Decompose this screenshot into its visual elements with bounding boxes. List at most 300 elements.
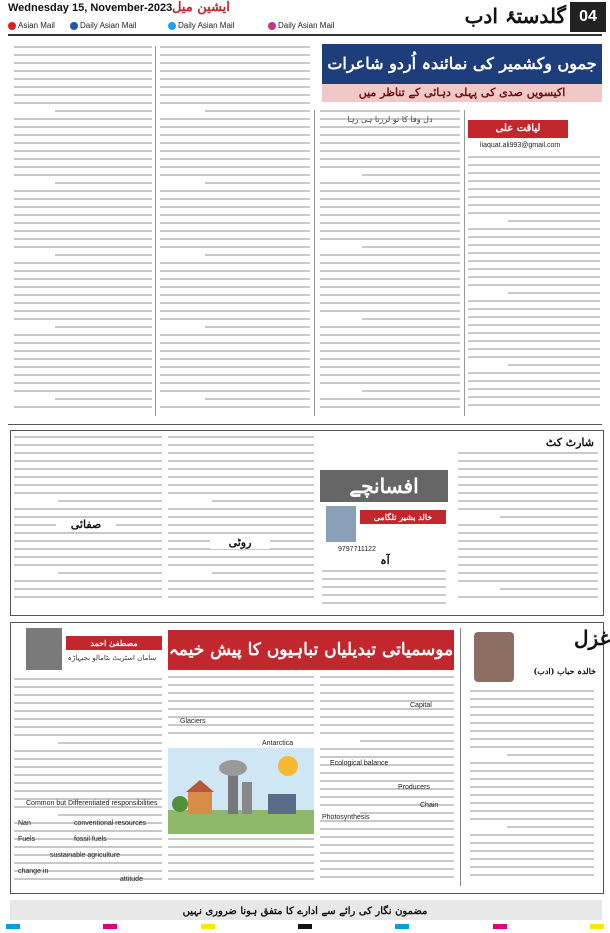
text-line xyxy=(14,54,152,56)
article1-poem-line: دل وفا کا تو لرزتا ہی رہا xyxy=(347,115,433,124)
text-line xyxy=(14,588,162,590)
article3-column-2-top xyxy=(168,676,314,742)
text-line xyxy=(14,118,152,120)
english-term: Nan xyxy=(18,820,31,827)
text-line xyxy=(58,572,162,574)
text-line xyxy=(160,342,310,344)
article1-column-4 xyxy=(468,156,600,416)
text-line xyxy=(168,596,314,598)
climate-illustration xyxy=(168,748,314,834)
text-line xyxy=(55,326,152,328)
text-line xyxy=(58,742,162,744)
article1-author: لیاقت علی xyxy=(468,120,568,138)
text-line xyxy=(14,286,152,288)
text-lines xyxy=(320,110,460,414)
text-line xyxy=(14,452,162,454)
magenta-swatch xyxy=(493,924,507,929)
text-line xyxy=(168,508,314,510)
text-line xyxy=(160,102,310,104)
text-line xyxy=(470,706,594,708)
text-lines xyxy=(14,46,152,414)
text-line xyxy=(500,588,598,590)
text-line xyxy=(14,334,152,336)
text-line xyxy=(320,406,460,408)
text-line xyxy=(205,110,310,112)
article1-subheadline: اکیسویں صدی کی پہلی دہائی کے تناظر میں xyxy=(322,84,602,102)
text-line xyxy=(458,500,598,502)
text-line xyxy=(14,702,162,704)
text-line xyxy=(468,372,600,374)
text-line xyxy=(160,190,310,192)
text-line xyxy=(320,166,460,168)
text-line xyxy=(468,252,600,254)
text-line xyxy=(320,262,460,264)
text-line xyxy=(458,452,598,454)
text-line xyxy=(160,390,310,392)
text-line xyxy=(322,602,446,604)
text-line xyxy=(458,580,598,582)
text-line xyxy=(470,786,594,788)
text-line xyxy=(468,396,600,398)
text-line xyxy=(160,406,310,408)
text-line xyxy=(160,350,310,352)
text-line xyxy=(362,174,460,176)
text-lines xyxy=(160,46,310,414)
text-line xyxy=(320,126,460,128)
text-lines xyxy=(322,570,446,610)
text-line xyxy=(160,374,310,376)
english-term: sustainable agriculture xyxy=(50,852,121,859)
author-photo xyxy=(26,628,62,670)
english-term: Producers xyxy=(398,784,430,791)
article2-column-3 xyxy=(322,570,446,610)
text-line xyxy=(14,492,162,494)
text-line xyxy=(458,548,598,550)
text-line xyxy=(322,586,446,588)
text-line xyxy=(160,206,310,208)
text-line xyxy=(160,238,310,240)
text-line xyxy=(14,278,152,280)
text-line xyxy=(168,700,314,702)
text-line xyxy=(507,826,594,828)
text-line xyxy=(160,366,310,368)
text-line xyxy=(468,284,600,286)
text-line xyxy=(320,756,454,758)
text-line xyxy=(470,810,594,812)
text-line xyxy=(320,382,460,384)
text-line xyxy=(468,212,600,214)
newspaper-logo: ایشین میل xyxy=(172,0,230,15)
text-line xyxy=(470,722,594,724)
text-line xyxy=(458,524,598,526)
text-line xyxy=(14,230,152,232)
text-line xyxy=(470,842,594,844)
text-line xyxy=(160,214,310,216)
text-line xyxy=(470,730,594,732)
text-line xyxy=(320,844,454,846)
text-line xyxy=(508,292,600,294)
text-line xyxy=(320,732,454,734)
text-line xyxy=(470,802,594,804)
text-line xyxy=(320,876,454,878)
text-lines xyxy=(168,838,314,886)
text-line xyxy=(160,294,310,296)
text-line xyxy=(468,204,600,206)
english-term: fossil fuels xyxy=(74,836,107,843)
text-line xyxy=(160,174,310,176)
text-line xyxy=(205,254,310,256)
text-line xyxy=(14,222,152,224)
text-line xyxy=(14,564,162,566)
text-line xyxy=(468,268,600,270)
text-line xyxy=(322,570,446,572)
section-rule xyxy=(8,424,602,425)
text-line xyxy=(14,484,162,486)
article2-author: خالد بشیر تلگامی xyxy=(360,510,446,524)
text-line xyxy=(168,580,314,582)
text-lines xyxy=(458,452,598,604)
text-line xyxy=(55,398,152,400)
social-instagram[interactable] xyxy=(268,21,334,30)
text-line xyxy=(320,358,460,360)
text-line xyxy=(320,238,460,240)
text-line xyxy=(14,460,162,462)
text-line xyxy=(470,714,594,716)
english-term: conventional resources xyxy=(74,820,146,827)
story-title-ah: آہ xyxy=(380,554,390,567)
text-line xyxy=(320,158,460,160)
text-line xyxy=(14,726,162,728)
text-line xyxy=(470,834,594,836)
text-line xyxy=(320,708,454,710)
text-line xyxy=(470,698,594,700)
text-line xyxy=(168,676,314,678)
text-line xyxy=(470,866,594,868)
text-line xyxy=(160,118,310,120)
text-line xyxy=(14,374,152,376)
text-line xyxy=(168,460,314,462)
text-line xyxy=(160,158,310,160)
text-line xyxy=(160,78,310,80)
text-line xyxy=(470,738,594,740)
text-line xyxy=(14,444,162,446)
text-line xyxy=(320,836,454,838)
social-twitter[interactable] xyxy=(168,21,234,30)
text-line xyxy=(468,164,600,166)
text-line xyxy=(14,766,162,768)
text-line xyxy=(320,684,454,686)
text-line xyxy=(470,874,594,876)
text-line xyxy=(468,300,600,302)
text-line xyxy=(320,182,460,184)
text-line xyxy=(14,548,162,550)
text-line xyxy=(160,62,310,64)
facebook-icon xyxy=(70,22,78,30)
text-line xyxy=(468,332,600,334)
text-line xyxy=(508,364,600,366)
text-line xyxy=(320,852,454,854)
text-line xyxy=(58,500,162,502)
text-line xyxy=(160,86,310,88)
text-line xyxy=(14,238,152,240)
text-line xyxy=(458,564,598,566)
text-line xyxy=(14,366,152,368)
text-lines xyxy=(168,436,314,604)
text-line xyxy=(14,710,162,712)
text-line xyxy=(320,748,454,750)
article1-headline: جموں وکشمیر کی نمائندہ اُردو شاعرات xyxy=(322,44,602,84)
text-line xyxy=(320,134,460,136)
english-term: Capital xyxy=(410,702,432,709)
text-line xyxy=(168,532,314,534)
text-line xyxy=(14,750,162,752)
text-line xyxy=(168,524,314,526)
magenta-swatch xyxy=(103,924,117,929)
text-line xyxy=(14,310,152,312)
text-line xyxy=(320,334,460,336)
text-line xyxy=(14,678,162,680)
text-line xyxy=(14,190,152,192)
text-line xyxy=(168,878,314,880)
social-label: Daily Asian Mail xyxy=(178,21,235,30)
text-line xyxy=(160,358,310,360)
text-line xyxy=(14,782,162,784)
text-line xyxy=(458,492,598,494)
twitter-icon xyxy=(168,22,176,30)
text-line xyxy=(14,436,162,438)
english-term: Fuels xyxy=(18,836,36,843)
text-line xyxy=(168,732,314,734)
text-line xyxy=(320,692,454,694)
text-line xyxy=(168,468,314,470)
text-line xyxy=(320,716,454,718)
text-line xyxy=(168,476,314,478)
text-line xyxy=(14,46,152,48)
text-line xyxy=(468,188,600,190)
text-line xyxy=(160,262,310,264)
text-line xyxy=(160,54,310,56)
text-line xyxy=(168,492,314,494)
social-label: Asian Mail xyxy=(18,21,55,30)
text-line xyxy=(14,350,152,352)
ghazal-poet: خالدہ حباب (ادب) xyxy=(533,666,596,676)
text-line xyxy=(320,350,460,352)
text-line xyxy=(320,198,460,200)
text-line xyxy=(320,150,460,152)
text-line xyxy=(320,142,460,144)
english-term: change in xyxy=(18,868,49,875)
text-line xyxy=(458,596,598,598)
article2-column-4 xyxy=(458,452,598,608)
text-line xyxy=(468,196,600,198)
text-line xyxy=(160,166,310,168)
text-line xyxy=(168,708,314,710)
text-line xyxy=(14,846,162,848)
divider xyxy=(314,110,315,416)
text-line xyxy=(320,828,454,830)
text-line xyxy=(14,142,152,144)
text-line xyxy=(14,318,152,320)
text-line xyxy=(14,694,162,696)
english-term: Common but Differentiated responsibilities xyxy=(26,800,158,807)
text-line xyxy=(468,340,600,342)
text-line xyxy=(14,862,162,864)
article1-column-2 xyxy=(160,46,310,416)
text-line xyxy=(468,356,600,358)
masthead-rule xyxy=(8,34,602,36)
text-line xyxy=(14,390,152,392)
article1-email[interactable]: liaquat.ali993@gmail.com xyxy=(480,142,561,149)
text-line xyxy=(320,326,460,328)
text-line xyxy=(468,388,600,390)
text-line xyxy=(14,358,152,360)
text-line xyxy=(55,182,152,184)
text-line xyxy=(320,868,454,870)
text-line xyxy=(320,302,460,304)
article2-title: شارٹ کٹ xyxy=(545,436,594,449)
text-line xyxy=(458,540,598,542)
text-line xyxy=(14,532,162,534)
text-line xyxy=(160,198,310,200)
text-line xyxy=(468,260,600,262)
page-number: 04 xyxy=(570,2,606,32)
text-line xyxy=(470,770,594,772)
text-line xyxy=(14,174,152,176)
story-title-safai: صفائی xyxy=(56,518,116,531)
text-line xyxy=(362,390,460,392)
text-line xyxy=(168,870,314,872)
text-line xyxy=(320,278,460,280)
text-line xyxy=(468,308,600,310)
text-line xyxy=(55,254,152,256)
text-line xyxy=(168,862,314,864)
text-line xyxy=(14,62,152,64)
article2-column-2 xyxy=(168,436,314,608)
article3-headline: موسمیاتی تبدیلیاں تباہیوں کا پیش خیمہ xyxy=(168,630,454,670)
text-line xyxy=(14,774,162,776)
text-line xyxy=(320,110,460,112)
text-line xyxy=(458,556,598,558)
text-line xyxy=(320,772,454,774)
article2-phone: 9797711122 xyxy=(338,546,376,553)
text-line xyxy=(14,686,162,688)
divider xyxy=(464,110,465,416)
text-line xyxy=(458,508,598,510)
text-line xyxy=(14,78,152,80)
yellow-swatch xyxy=(590,924,604,929)
article3-column-3 xyxy=(320,676,454,886)
text-line xyxy=(320,398,460,400)
text-line xyxy=(160,382,310,384)
print-registration-bar xyxy=(0,924,610,933)
text-line xyxy=(168,846,314,848)
text-line xyxy=(458,484,598,486)
text-line xyxy=(470,858,594,860)
text-line xyxy=(320,860,454,862)
text-line xyxy=(362,318,460,320)
text-line xyxy=(168,692,314,694)
text-line xyxy=(14,406,152,408)
text-line xyxy=(14,70,152,72)
text-line xyxy=(320,374,460,376)
text-line xyxy=(205,326,310,328)
article1-column-1 xyxy=(14,46,152,416)
text-line xyxy=(14,382,152,384)
story-title-roti: روٹی xyxy=(210,536,270,549)
text-line xyxy=(14,94,152,96)
text-line xyxy=(160,286,310,288)
text-line xyxy=(160,70,310,72)
text-line xyxy=(320,310,460,312)
text-line xyxy=(320,190,460,192)
text-line xyxy=(205,182,310,184)
social-youtube[interactable] xyxy=(8,21,55,30)
text-line xyxy=(14,476,162,478)
text-line xyxy=(14,718,162,720)
text-line xyxy=(14,580,162,582)
text-lines xyxy=(470,690,594,882)
text-line xyxy=(168,444,314,446)
text-line xyxy=(362,246,460,248)
text-line xyxy=(458,468,598,470)
text-line xyxy=(14,166,152,168)
text-line xyxy=(458,460,598,462)
text-line xyxy=(320,214,460,216)
text-line xyxy=(160,246,310,248)
text-line xyxy=(320,342,460,344)
text-line xyxy=(168,436,314,438)
ghazal-verses xyxy=(470,690,594,886)
text-lines xyxy=(320,676,454,884)
text-line xyxy=(14,150,152,152)
section-title: گلدستۂ ادب xyxy=(464,4,566,28)
text-line xyxy=(14,302,152,304)
text-line xyxy=(14,556,162,558)
text-line xyxy=(470,690,594,692)
text-line xyxy=(168,516,314,518)
article1-column-3 xyxy=(320,110,460,416)
text-line xyxy=(14,214,152,216)
text-line xyxy=(320,724,454,726)
article3-column-2-bottom xyxy=(168,838,314,886)
text-line xyxy=(160,230,310,232)
cyan-swatch xyxy=(6,924,20,929)
text-line xyxy=(470,746,594,748)
text-line xyxy=(468,236,600,238)
text-line xyxy=(14,246,152,248)
text-line xyxy=(168,588,314,590)
text-line xyxy=(168,854,314,856)
text-line xyxy=(322,594,446,596)
text-line xyxy=(212,500,314,502)
text-line xyxy=(320,270,460,272)
text-line xyxy=(320,222,460,224)
text-line xyxy=(470,762,594,764)
social-facebook[interactable] xyxy=(70,21,136,30)
text-line xyxy=(14,790,162,792)
text-line xyxy=(320,796,454,798)
text-line xyxy=(160,142,310,144)
text-line xyxy=(14,86,152,88)
ghazal-title: غزل xyxy=(574,626,610,650)
text-line xyxy=(458,532,598,534)
text-line xyxy=(58,814,162,816)
text-line xyxy=(360,812,454,814)
text-line xyxy=(160,270,310,272)
text-line xyxy=(14,262,152,264)
text-line xyxy=(468,324,600,326)
text-line xyxy=(160,46,310,48)
